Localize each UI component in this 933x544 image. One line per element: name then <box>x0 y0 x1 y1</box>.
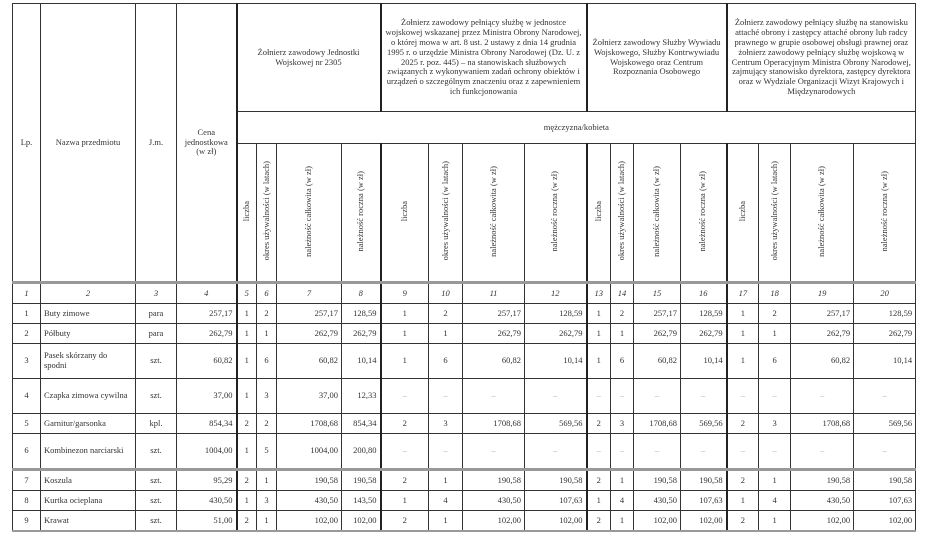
cell-lp: 3 <box>13 344 41 379</box>
cell-count: 2 <box>727 470 759 491</box>
column-number: 7 <box>277 283 342 304</box>
cell-annual: 102,00 <box>342 511 381 532</box>
cell-period: 3 <box>429 414 463 434</box>
header-sub-3-1 <box>587 144 611 283</box>
column-number: 13 <box>587 283 611 304</box>
cell-annual: 102,00 <box>854 511 916 532</box>
cell-total: 430,50 <box>634 491 681 511</box>
cell-count: – <box>381 434 429 470</box>
cell-total: 60,82 <box>277 344 342 379</box>
cell-price: 51,00 <box>177 511 237 532</box>
header-sub-label: należność całkowita (w zł) <box>487 165 498 257</box>
header-sub-3-2 <box>611 144 634 283</box>
cell-total: 430,50 <box>791 491 854 511</box>
header-gender: mężczyzna/kobieta <box>237 112 916 144</box>
cell-period: 3 <box>611 414 634 434</box>
cell-total: 1708,68 <box>634 414 681 434</box>
cell-period: 2 <box>429 304 463 324</box>
cell-total: 1708,68 <box>277 414 342 434</box>
table-row <box>13 324 916 344</box>
cell-annual: 190,58 <box>681 470 727 491</box>
cell-annual: 190,58 <box>342 470 381 491</box>
cell-count: 1 <box>237 379 257 414</box>
column-number: 16 <box>681 283 727 304</box>
cell-annual: 190,58 <box>854 470 916 491</box>
cell-annual: – <box>854 379 916 414</box>
header-sub-1-3 <box>277 144 342 283</box>
column-number: 9 <box>381 283 429 304</box>
header-sub-label: należność roczna (w zł) <box>549 170 560 252</box>
cell-period: 6 <box>611 344 634 379</box>
header-name: Nazwa przedmiotu <box>41 4 136 283</box>
cell-total: 430,50 <box>463 491 525 511</box>
header-sub-3-3 <box>634 144 681 283</box>
cell-annual: 102,00 <box>681 511 727 532</box>
cell-unit: para <box>136 304 177 324</box>
cell-total: 262,79 <box>463 324 525 344</box>
cell-annual: 262,79 <box>525 324 587 344</box>
header-sub-label: liczba <box>592 200 603 222</box>
header-sub-label: liczba <box>240 200 251 222</box>
cell-total: 190,58 <box>791 470 854 491</box>
header-sub-2-2 <box>429 144 463 283</box>
cell-lp: 9 <box>13 511 41 532</box>
cell-total: 257,17 <box>463 304 525 324</box>
header-sub-label: należność całkowita (w zł) <box>651 165 662 257</box>
cell-period: – <box>759 379 791 414</box>
cell-annual: 128,59 <box>342 304 381 324</box>
cell-count: 1 <box>237 434 257 470</box>
cell-price: 257,17 <box>177 304 237 324</box>
cell-price: 60,82 <box>177 344 237 379</box>
cell-period: 3 <box>257 379 277 414</box>
column-number: 4 <box>177 283 237 304</box>
header-sub-label: należność roczna (w zł) <box>878 170 889 252</box>
column-number: 14 <box>611 283 634 304</box>
cell-period: 2 <box>611 304 634 324</box>
cell-total: 60,82 <box>791 344 854 379</box>
cell-total: 257,17 <box>277 304 342 324</box>
cell-period: – <box>611 434 634 470</box>
cell-period: 4 <box>429 491 463 511</box>
cell-period: 2 <box>257 304 277 324</box>
cell-count: 1 <box>381 304 429 324</box>
cell-price: 95,29 <box>177 470 237 491</box>
header-sub-label: należność całkowita (w zł) <box>816 165 827 257</box>
cell-lp: 2 <box>13 324 41 344</box>
header-group-2: Żołnierz zawodowy pełniący służbę w jednostce wojskowej wskazanej przez Ministra Obrony Narodowej, o której mowa w art. 8 ust. 2 ustawy z dnia 14 grudnia 1995 r. o urzędzie Ministra Obrony Narodowej (Dz. U. z 2025 r. poz. 445) – na stanowiskach służbowych związanych z wykonywaniem zadań ochrony obiektów i urządzeń o szczególnym znaczeniu oraz z zapewnieniem ich funkcjonowania <box>381 4 587 112</box>
table-row <box>13 304 916 324</box>
cell-name: Półbuty <box>41 324 136 344</box>
cell-total: – <box>463 379 525 414</box>
cell-count: 2 <box>587 470 611 491</box>
cell-count: 2 <box>381 470 429 491</box>
cell-period: – <box>429 379 463 414</box>
cell-name: Garnitur/garsonka <box>41 414 136 434</box>
cell-period: 1 <box>759 324 791 344</box>
cell-total: 102,00 <box>277 511 342 532</box>
header-sub-4-1 <box>727 144 759 283</box>
cell-period: 1 <box>429 511 463 532</box>
cell-annual: – <box>854 434 916 470</box>
cell-period: 3 <box>759 414 791 434</box>
header-sub-label: należność roczna (w zł) <box>354 170 365 252</box>
cell-count: 1 <box>237 344 257 379</box>
header-lp: Lp. <box>13 4 41 283</box>
cell-total: 190,58 <box>277 470 342 491</box>
cell-period: 2 <box>257 414 277 434</box>
cell-count: 1 <box>587 344 611 379</box>
cell-period: 1 <box>257 470 277 491</box>
cell-count: – <box>587 434 611 470</box>
header-sub-2-1 <box>381 144 429 283</box>
cell-annual: – <box>525 379 587 414</box>
cell-count: 1 <box>587 304 611 324</box>
cell-count: 2 <box>381 414 429 434</box>
cell-total: 257,17 <box>791 304 854 324</box>
cell-annual: 569,56 <box>681 414 727 434</box>
table-row <box>13 414 916 434</box>
cell-total: 1708,68 <box>463 414 525 434</box>
cell-annual: 10,14 <box>342 344 381 379</box>
cell-name: Krawat <box>41 511 136 532</box>
table-row <box>13 379 916 414</box>
cell-annual: 10,14 <box>854 344 916 379</box>
cell-total: – <box>634 379 681 414</box>
cell-period: 3 <box>257 491 277 511</box>
header-sub-label: okres używalności (w latach) <box>439 161 450 261</box>
table-row <box>13 344 916 379</box>
cell-name: Koszula <box>41 470 136 491</box>
header-sub-1-4 <box>342 144 381 283</box>
cell-annual: 262,79 <box>342 324 381 344</box>
cell-period: 1 <box>257 324 277 344</box>
column-number: 1 <box>13 283 41 304</box>
cell-period: – <box>611 379 634 414</box>
cell-total: 37,00 <box>277 379 342 414</box>
cell-annual: 128,59 <box>681 304 727 324</box>
table-row <box>13 491 916 511</box>
cell-price: 854,34 <box>177 414 237 434</box>
cell-period: 1 <box>611 470 634 491</box>
cell-count: 1 <box>727 304 759 324</box>
column-number: 18 <box>759 283 791 304</box>
cell-count: – <box>727 434 759 470</box>
column-number: 6 <box>257 283 277 304</box>
cell-name: Buty zimowe <box>41 304 136 324</box>
cell-count: 1 <box>237 491 257 511</box>
cell-count: 2 <box>587 414 611 434</box>
cell-unit: szt. <box>136 511 177 532</box>
cell-annual: 569,56 <box>854 414 916 434</box>
cell-total: 102,00 <box>463 511 525 532</box>
cell-annual: 128,59 <box>854 304 916 324</box>
cell-count: 1 <box>237 324 257 344</box>
cell-annual: 10,14 <box>681 344 727 379</box>
header-sub-1-1 <box>237 144 257 283</box>
cell-total: – <box>463 434 525 470</box>
cell-unit: para <box>136 324 177 344</box>
cell-total: 1708,68 <box>791 414 854 434</box>
header-sub-4-3 <box>791 144 854 283</box>
cell-count: 2 <box>237 470 257 491</box>
header-sub-2-4 <box>525 144 587 283</box>
header-sub-label: należność roczna (w zł) <box>697 170 708 252</box>
cell-count: 1 <box>727 324 759 344</box>
header-sub-label: należność całkowita (w zł) <box>303 165 314 257</box>
header-unit: J.m. <box>136 4 177 283</box>
cell-period: 4 <box>611 491 634 511</box>
cell-period: 1 <box>429 470 463 491</box>
cell-price: 430,50 <box>177 491 237 511</box>
cell-total: 60,82 <box>463 344 525 379</box>
cell-total: 262,79 <box>277 324 342 344</box>
cell-period: 2 <box>759 304 791 324</box>
cell-count: 2 <box>727 414 759 434</box>
cell-unit: szt. <box>136 344 177 379</box>
cell-name: Pasek skórzany do spodni <box>41 344 136 379</box>
header-sub-label: okres używalności (w latach) <box>616 161 627 261</box>
cell-period: 6 <box>257 344 277 379</box>
cell-lp: 7 <box>13 470 41 491</box>
cell-period: 1 <box>759 511 791 532</box>
cell-count: – <box>727 379 759 414</box>
header-group-4: Żołnierz zawodowy pełniący służbę na stanowisku attaché obrony i zastępcy attaché obrony lub radcy prawnego w grupie osobowej obsługi prawnej oraz żołnierz zawodowy pełniący służbę wojskową w Centrum Operacyjnym Ministra Obrony Narodowej, zajmujący stanowisko dyrektora, zastępcy dyrektora oraz w Wydziale Organizacji Wizyt Krajowych i Międzynarodowych <box>727 4 916 112</box>
table-row <box>13 511 916 532</box>
cell-period: – <box>429 434 463 470</box>
cell-lp: 5 <box>13 414 41 434</box>
cell-count: 1 <box>381 491 429 511</box>
header-sub-label: okres używalności (w latach) <box>768 161 779 261</box>
header-sub-label: liczba <box>398 200 409 222</box>
column-number: 11 <box>463 283 525 304</box>
cell-total: – <box>634 434 681 470</box>
cell-count: 1 <box>587 491 611 511</box>
allowance-table <box>12 3 916 532</box>
header-sub-label: okres używalności (w latach) <box>260 161 271 261</box>
cell-period: 4 <box>759 491 791 511</box>
cell-count: – <box>381 379 429 414</box>
table-row <box>13 434 916 470</box>
column-number: 15 <box>634 283 681 304</box>
header-sub-3-4 <box>681 144 727 283</box>
column-number: 17 <box>727 283 759 304</box>
cell-total: 102,00 <box>634 511 681 532</box>
header-group-1: Żołnierz zawodowy Jednostki Wojskowej nr 2305 <box>237 4 381 112</box>
cell-annual: 143,50 <box>342 491 381 511</box>
header-sub-2-3 <box>463 144 525 283</box>
cell-count: 1 <box>587 324 611 344</box>
cell-price: 37,00 <box>177 379 237 414</box>
cell-annual: – <box>681 379 727 414</box>
cell-period: 5 <box>257 434 277 470</box>
header-sub-label: liczba <box>736 200 747 222</box>
cell-total: 190,58 <box>634 470 681 491</box>
cell-period: – <box>759 434 791 470</box>
column-number: 10 <box>429 283 463 304</box>
cell-unit: szt. <box>136 379 177 414</box>
header-sub-1-2 <box>257 144 277 283</box>
cell-period: 1 <box>611 511 634 532</box>
cell-annual: 200,80 <box>342 434 381 470</box>
cell-count: 2 <box>587 511 611 532</box>
column-number: 8 <box>342 283 381 304</box>
cell-count: 2 <box>237 414 257 434</box>
cell-annual: 854,34 <box>342 414 381 434</box>
cell-period: 6 <box>429 344 463 379</box>
cell-total: 1004,00 <box>277 434 342 470</box>
cell-name: Kurtka ocieplana <box>41 491 136 511</box>
cell-total: 190,58 <box>463 470 525 491</box>
cell-total: – <box>791 379 854 414</box>
column-number: 5 <box>237 283 257 304</box>
cell-price: 262,79 <box>177 324 237 344</box>
cell-total: – <box>791 434 854 470</box>
header-sub-4-4 <box>854 144 916 283</box>
cell-count: 2 <box>237 511 257 532</box>
table-row <box>13 470 916 491</box>
header-group-3: Żołnierz zawodowy Służby Wywiadu Wojskowego, Służby Kontrwywiadu Wojskowego oraz Centrum Rozpoznania Osobowego <box>587 4 727 112</box>
cell-count: 1 <box>381 324 429 344</box>
cell-count: 1 <box>727 491 759 511</box>
cell-annual: 262,79 <box>854 324 916 344</box>
cell-lp: 6 <box>13 434 41 470</box>
column-number: 2 <box>41 283 136 304</box>
cell-count: 1 <box>727 344 759 379</box>
cell-annual: 10,14 <box>525 344 587 379</box>
cell-lp: 1 <box>13 304 41 324</box>
column-number: 12 <box>525 283 587 304</box>
cell-lp: 8 <box>13 491 41 511</box>
header-price: Cena jednostkowa (w zł) <box>177 4 237 283</box>
cell-total: 262,79 <box>791 324 854 344</box>
cell-name: Kombinezon narciarski <box>41 434 136 470</box>
cell-period: 1 <box>611 324 634 344</box>
cell-annual: 569,56 <box>525 414 587 434</box>
cell-annual: 12,33 <box>342 379 381 414</box>
cell-unit: szt. <box>136 434 177 470</box>
cell-count: 2 <box>381 511 429 532</box>
cell-count: 1 <box>237 304 257 324</box>
cell-count: – <box>587 379 611 414</box>
cell-count: 1 <box>381 344 429 379</box>
cell-count: 2 <box>727 511 759 532</box>
cell-annual: 102,00 <box>525 511 587 532</box>
column-number: 20 <box>854 283 916 304</box>
cell-annual: 107,63 <box>854 491 916 511</box>
cell-period: 6 <box>759 344 791 379</box>
column-number: 19 <box>791 283 854 304</box>
cell-period: 1 <box>759 470 791 491</box>
cell-unit: szt. <box>136 491 177 511</box>
cell-annual: 190,58 <box>525 470 587 491</box>
cell-annual: 128,59 <box>525 304 587 324</box>
cell-total: 262,79 <box>634 324 681 344</box>
cell-name: Czapka zimowa cywilna <box>41 379 136 414</box>
cell-total: 430,50 <box>277 491 342 511</box>
cell-lp: 4 <box>13 379 41 414</box>
cell-period: 1 <box>429 324 463 344</box>
cell-annual: 262,79 <box>681 324 727 344</box>
cell-price: 1004,00 <box>177 434 237 470</box>
cell-unit: kpl. <box>136 414 177 434</box>
cell-annual: 107,63 <box>681 491 727 511</box>
cell-annual: 107,63 <box>525 491 587 511</box>
cell-annual: – <box>681 434 727 470</box>
cell-period: 1 <box>257 511 277 532</box>
cell-unit: szt. <box>136 470 177 491</box>
cell-total: 102,00 <box>791 511 854 532</box>
cell-total: 257,17 <box>634 304 681 324</box>
header-sub-4-2 <box>759 144 791 283</box>
cell-total: 60,82 <box>634 344 681 379</box>
column-number: 3 <box>136 283 177 304</box>
cell-annual: – <box>525 434 587 470</box>
